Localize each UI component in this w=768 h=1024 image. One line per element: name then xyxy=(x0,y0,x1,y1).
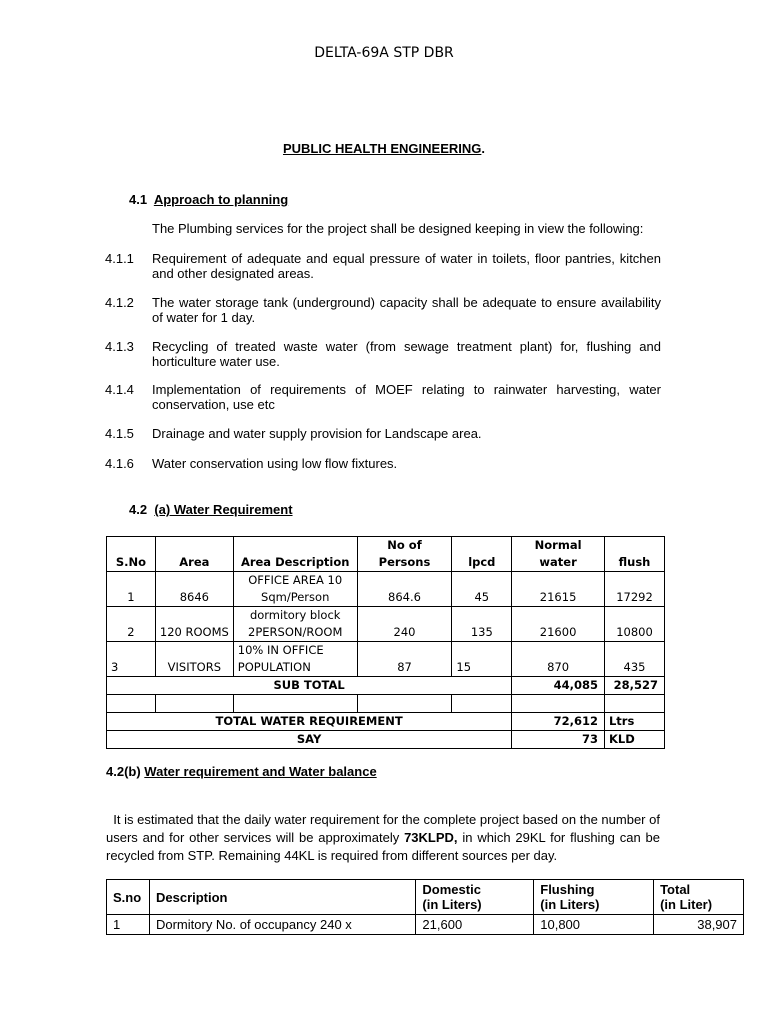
empty-cell xyxy=(155,695,233,713)
cell-lpcd: 135 xyxy=(452,607,512,642)
cell-flush: 10800 xyxy=(604,607,664,642)
column-header: No of Persons xyxy=(357,537,452,572)
column-header: Normal water xyxy=(512,537,605,572)
table-header-row xyxy=(107,880,744,915)
section-title: (a) Water Requirement xyxy=(154,502,293,517)
item-number: 4.1.3 xyxy=(105,339,134,354)
page-title-text: PUBLIC HEALTH ENGINEERING xyxy=(282,141,482,156)
empty-cell xyxy=(452,695,512,713)
cell-description: Dormitory No. of occupancy 240 x xyxy=(149,915,415,935)
cell-area-description: OFFICE AREA 10 Sqm/Person xyxy=(233,572,357,607)
subtotal-flush: 28,527 xyxy=(604,677,664,695)
list-item xyxy=(105,456,661,471)
section-4-1-heading xyxy=(129,192,288,207)
table-row xyxy=(107,607,665,642)
subtotal-label: SUB TOTAL xyxy=(107,677,512,695)
document-header: DELTA-69A STP DBR xyxy=(314,45,454,61)
item-text: The water storage tank (underground) capacity shall be adequate to ensure availability of water for 1 day. xyxy=(152,295,661,325)
section-title: Water requirement and Water balance xyxy=(144,764,377,779)
total-row xyxy=(107,713,665,731)
cell-persons: 87 xyxy=(357,642,452,677)
section-title: Approach to planning xyxy=(153,192,289,207)
column-header: S.no xyxy=(107,880,150,915)
page-title xyxy=(0,141,768,156)
cell-flush: 435 xyxy=(604,642,664,677)
header-total-unit: (in Liter) xyxy=(660,897,713,912)
section-4-2b-heading xyxy=(106,764,377,779)
cell-sno: 3 xyxy=(107,642,156,677)
header-domestic-unit: (in Liters) xyxy=(422,897,482,912)
section-number: 4.2 xyxy=(129,502,148,517)
cell-lpcd: 15 xyxy=(452,642,512,677)
total-unit: Ltrs xyxy=(604,713,664,731)
item-text: Recycling of treated waste water (from sewage treatment plant) for, flushing and horticulture water use. xyxy=(152,339,661,369)
item-number: 4.1.6 xyxy=(105,456,134,471)
column-header: S.No xyxy=(107,537,156,572)
cell-sno: 1 xyxy=(107,915,150,935)
say-value: 73 xyxy=(512,731,605,749)
cell-flush: 17292 xyxy=(604,572,664,607)
total-value: 72,612 xyxy=(512,713,605,731)
empty-cell xyxy=(604,695,664,713)
list-item xyxy=(105,339,661,369)
cell-normal-water: 870 xyxy=(512,642,605,677)
cell-area: 120 ROOMS xyxy=(155,607,233,642)
empty-cell xyxy=(107,695,156,713)
item-number: 4.1.1 xyxy=(105,251,134,266)
list-item xyxy=(105,426,661,441)
cell-flushing: 10,800 xyxy=(534,915,654,935)
list-item xyxy=(105,382,661,412)
empty-cell xyxy=(512,695,605,713)
column-header: flush xyxy=(604,537,664,572)
cell-area-description: dormitory block 2PERSON/ROOM xyxy=(233,607,357,642)
say-label: SAY xyxy=(107,731,512,749)
item-text: Water conservation using low flow fixtures. xyxy=(152,456,398,471)
paragraph-highlight: 73KLPD, xyxy=(404,830,458,845)
empty-row xyxy=(107,695,665,713)
cell-sno: 1 xyxy=(107,572,156,607)
header-flushing: Flushing xyxy=(540,882,595,897)
water-balance-table xyxy=(106,879,744,935)
header-flushing-unit: (in Liters) xyxy=(540,897,600,912)
column-header: Area Description xyxy=(233,537,357,572)
column-header xyxy=(654,880,744,915)
cell-lpcd: 45 xyxy=(452,572,512,607)
list-item xyxy=(105,295,661,325)
total-label: TOTAL WATER REQUIREMENT xyxy=(107,713,512,731)
water-requirement-table xyxy=(106,536,665,749)
item-text: Drainage and water supply provision for Landscape area. xyxy=(152,426,482,441)
subtotal-normal: 44,085 xyxy=(512,677,605,695)
cell-normal-water: 21615 xyxy=(512,572,605,607)
intro-text: The Plumbing services for the project shall be designed keeping in view the following: xyxy=(152,221,644,236)
table-row xyxy=(107,915,744,935)
paragraph-text-end: in which 29KL for flushing can be recycled from STP. Remaining 44KL is required from different sources per day. xyxy=(106,830,660,863)
column-header: Description xyxy=(149,880,415,915)
say-row xyxy=(107,731,665,749)
item-number: 4.1.2 xyxy=(105,295,134,310)
item-number: 4.1.5 xyxy=(105,426,134,441)
page-title-suffix: . xyxy=(481,141,485,156)
item-text: Requirement of adequate and equal pressure of water in toilets, floor pantries, kitchen and other designated areas. xyxy=(152,251,661,281)
column-header: Area xyxy=(155,537,233,572)
cell-domestic: 21,600 xyxy=(416,915,534,935)
header-total: Total xyxy=(660,882,691,897)
table-row xyxy=(107,572,665,607)
table-row xyxy=(107,642,665,677)
section-number: 4.1 xyxy=(129,192,148,207)
cell-area: 8646 xyxy=(155,572,233,607)
section-number: 4.2(b) xyxy=(106,764,141,779)
cell-total: 38,907 xyxy=(654,915,744,935)
cell-sno: 2 xyxy=(107,607,156,642)
paragraph-text-start: It is estimated that the daily water requirement for the complete project based on the number of users and for other services will be approximately xyxy=(106,812,660,845)
item-text: Implementation of requirements of MOEF relating to rainwater harvesting, water conservation, use etc xyxy=(152,382,661,412)
water-balance-paragraph xyxy=(106,811,660,865)
list-item xyxy=(105,251,661,281)
table-header-row xyxy=(107,537,665,572)
subtotal-row xyxy=(107,677,665,695)
cell-area: VISITORS xyxy=(155,642,233,677)
section-4-2a-heading xyxy=(129,502,293,517)
cell-normal-water: 21600 xyxy=(512,607,605,642)
cell-area-description: 10% IN OFFICE POPULATION xyxy=(233,642,357,677)
cell-persons: 864.6 xyxy=(357,572,452,607)
column-header: lpcd xyxy=(452,537,512,572)
empty-cell xyxy=(233,695,357,713)
cell-persons: 240 xyxy=(357,607,452,642)
say-unit: KLD xyxy=(604,731,664,749)
column-header xyxy=(534,880,654,915)
item-number: 4.1.4 xyxy=(105,382,134,397)
column-header xyxy=(416,880,534,915)
header-domestic: Domestic xyxy=(422,882,481,897)
empty-cell xyxy=(357,695,452,713)
